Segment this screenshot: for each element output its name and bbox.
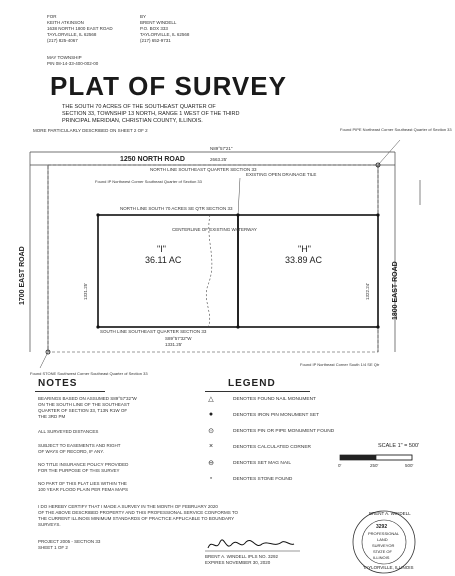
client-address-1: 1638 NORTH 1800 EAST ROAD: [47, 26, 113, 31]
north-road-label: 1250 NORTH ROAD: [120, 156, 185, 163]
top-bearing: N89°57'21": [210, 146, 233, 151]
license-expiration: EXPIRES NOVEMBER 30, 2020: [205, 560, 271, 565]
description-line-4: MORE PARTICULARLY DESCRIBED ON SHEET 2 OF 2: [33, 128, 148, 133]
notes-heading: NOTES: [38, 378, 78, 389]
note-5b: 100 YEAR FLOOD PLAIN PER FEMA MAPS: [38, 487, 128, 492]
description-line-2: SECTION 33, TOWNSHIP 13 NORTH, RANGE 1 WEST OF THE THIRD: [62, 111, 240, 117]
seal-line-3: SURVEYOR: [372, 543, 395, 548]
township: MAY TOWNSHIP: [47, 55, 82, 60]
east-road-label: 1800 EAST ROAD: [392, 261, 399, 320]
certification-line-3: THE CURRENT ILLINOIS MINIMUM STANDARDS OF PRACTICE APPLICABLE TO BOUNDARY: [38, 516, 235, 521]
iron-pin-icon: ●: [208, 411, 214, 418]
found-pipe-note: Found PIPE Northeast Corner Southeast Quarter of Section 33: [340, 127, 452, 132]
top-distance: 2663.25': [210, 157, 228, 162]
seal-line-4: STATE OF: [373, 549, 392, 554]
scale-tick-250: 250': [370, 463, 379, 468]
note-1b: ON THE SOUTH LINE OF THE SOUTHEAST: [38, 402, 130, 407]
southeast-corner-note: Found IP Northeast Corner South 1/4 SE Qtr: [300, 362, 380, 367]
right-distance: 1322.24': [365, 282, 370, 300]
waterway-note: CENTERLINE OF EXISTING WATERWAY: [172, 227, 257, 232]
calculated-corner-icon: ×: [208, 443, 214, 450]
tract-i-label: "I": [157, 244, 166, 254]
client-phone: (217) 825-4067: [47, 38, 78, 43]
note-1d: THE 3RD PM: [38, 414, 66, 419]
tract-i-area: 36.11 AC: [145, 255, 182, 265]
certification-line-4: SURVEYS.: [38, 522, 61, 527]
legend-text: DENOTES STONE FOUND: [233, 476, 293, 482]
by-label: BY: [140, 14, 147, 19]
seal-name: BRENT A. WINDELL: [369, 511, 411, 516]
bottom-distance: 1331.25': [165, 342, 183, 347]
north-line-label: NORTH LINE SOUTHEAST QUARTER SECTION 33: [150, 167, 257, 172]
certification-line-2: OF THE ABOVE DESCRIBED PROPERTY AND THIS PROFESSIONAL SERVICE CONFORMS TO: [38, 510, 239, 515]
legend-text: DENOTES FOUND NAIL MONUMENT: [233, 396, 316, 402]
description-line-3: PRINCIPAL MERIDIAN, CHRISTIAN COUNTY, ILLINOIS.: [62, 118, 203, 124]
seal-line-2: LAND: [377, 537, 388, 542]
client-address-2: TAYLORVILLE, IL 62568: [47, 32, 97, 37]
seal-line-1: PROFESSIONAL: [368, 531, 400, 536]
certification-line-1: I DO HEREBY CERTIFY THAT I MADE A SURVEY IN THE MONTH OF FEBRUARY 2020: [38, 504, 218, 509]
legend-text: DENOTES SET MAG NAIL: [233, 460, 292, 466]
pipe-found-icon: ⊙: [208, 428, 214, 435]
description-line-1: THE SOUTH 70 ACRES OF THE SOUTHEAST QUARTER OF: [62, 104, 216, 110]
for-label: FOR: [47, 14, 57, 19]
legend-heading: LEGEND: [228, 378, 276, 389]
note-2: ALL SURVEYED DISTANCES: [38, 429, 99, 434]
legend-text: DENOTES IRON PIN MONUMENT SET: [233, 412, 319, 418]
surveyor-address-2: TAYLORVILLE, IL 62568: [140, 32, 190, 37]
sheet-number: SHEET 1 OF 2: [38, 545, 68, 550]
parcel-pin: PIN 08-14-33-400-002-00: [47, 61, 99, 66]
north-line-south-70: NORTH LINE SOUTH 70 ACRES SE QTR SECTION 33: [120, 206, 233, 211]
note-3b: OF WAYS OF RECORD, IF ANY.: [38, 449, 104, 454]
seal-city: TAYLORVILLE, ILLINOIS: [363, 565, 414, 570]
mag-nail-icon: ⊖: [208, 460, 214, 467]
signer-name: BRENT A. WINDELL IPLS NO. 3292: [205, 554, 279, 559]
scale-tick-500: 500': [405, 463, 414, 468]
northwest-corner-note: Found IP Northwest Corner Southeast Quarter of Section 33: [95, 179, 202, 184]
legend-text: DENOTES CALCULATED CORNER: [233, 444, 312, 450]
note-4b: FOR THE PURPOSE OF THIS SURVEY: [38, 468, 120, 473]
client-name: KEITH ATKINSON: [47, 20, 84, 25]
left-distance: 1331.25': [83, 282, 88, 300]
tract-h-label: "H": [298, 244, 311, 254]
bottom-bearing: S89°57'32"W: [165, 336, 192, 341]
page-title: PLAT OF SURVEY: [50, 71, 287, 101]
surveyor-name: BRENT WINDELL: [140, 20, 177, 25]
scale-tick-0: 0': [338, 463, 342, 468]
tract-h-area: 33.89 AC: [285, 255, 323, 265]
west-road-label: 1700 EAST ROAD: [19, 246, 26, 305]
south-line-label: SOUTH LINE SOUTHEAST QUARTER SECTION 33: [100, 329, 207, 334]
project-number: PROJECT 2005 - SECTION 33: [38, 539, 101, 544]
seal-license-number: 3292: [376, 524, 388, 530]
note-3a: SUBJECT TO EASEMENTS AND RIGHT: [38, 443, 121, 448]
found-stone-note: Found STONE Southwest Corner Southeast Quarter of Section 33: [30, 371, 148, 376]
nail-monument-icon: △: [208, 396, 214, 403]
note-5a: NO PART OF THIS PLAT LIES WITHIN THE: [38, 481, 127, 486]
seal-line-5: ILLINOIS: [373, 555, 390, 560]
surveyor-phone: (217) 652-9731: [140, 38, 171, 43]
stone-found-icon: ▫: [209, 475, 213, 482]
note-4a: NO TITLE INSURANCE POLICY PROVIDED: [38, 462, 129, 467]
drainage-tile-note: EXISTING OPEN DRAINAGE TILE: [246, 172, 317, 177]
note-1c: QUARTER OF SECTION 33, T13N R1W OF: [38, 408, 128, 413]
note-1a: BEARINGS BASED ON ASSUMED S89°57'32"W: [38, 396, 137, 401]
surveyor-address-1: P.O. BOX 333: [140, 26, 168, 31]
scale-label: SCALE 1" = 500': [378, 443, 420, 449]
legend-text: DENOTES PIN OR PIPE MONUMENT FOUND: [233, 428, 335, 434]
